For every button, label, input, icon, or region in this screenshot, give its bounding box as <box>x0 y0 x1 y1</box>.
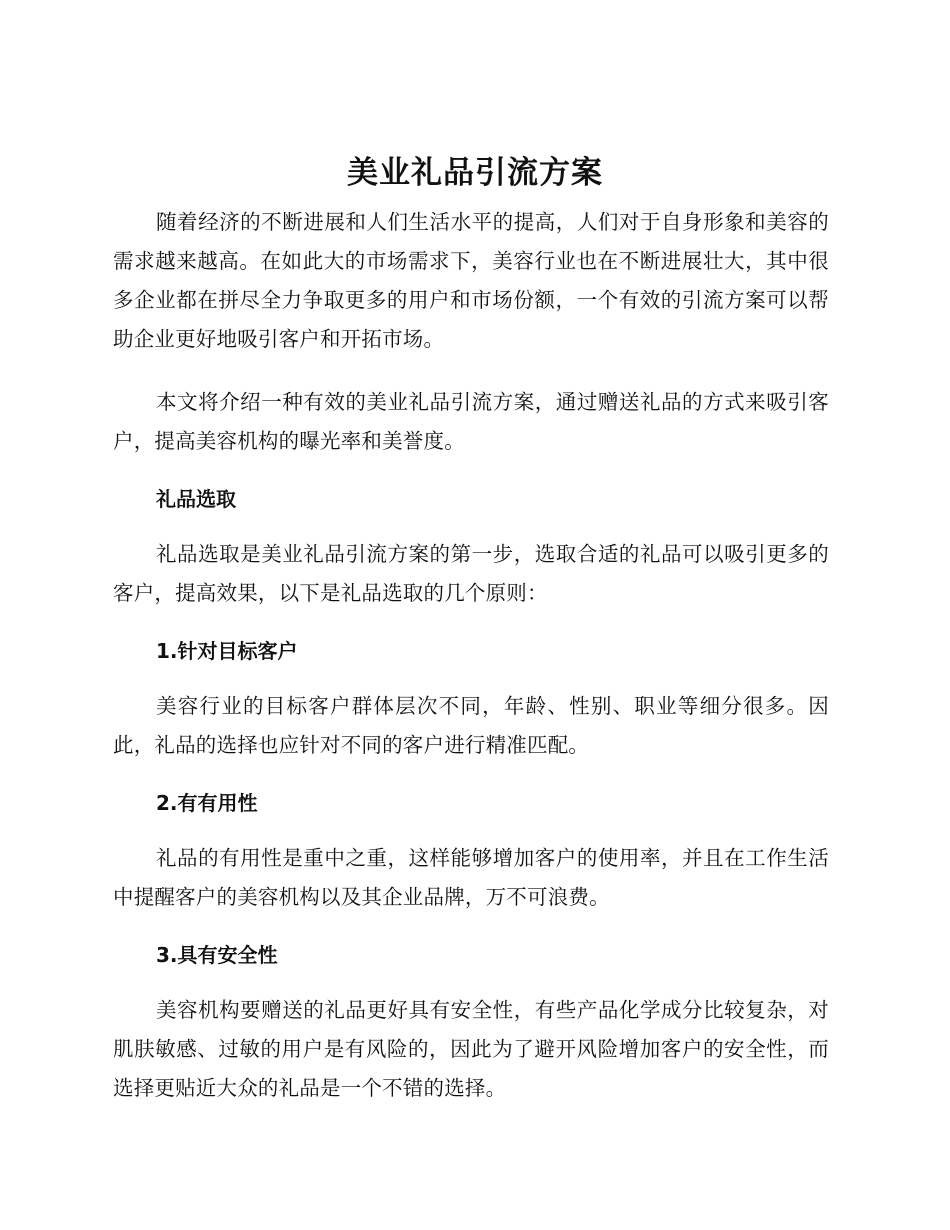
section-heading-gift-selection: 礼品选取 <box>156 487 236 511</box>
principle-heading-3: 3.具有安全性 <box>156 943 278 967</box>
principle-heading-1: 1.针对目标客户 <box>156 639 298 663</box>
principle-text-2: 礼品的有用性是重中之重，这样能够增加客户的使用率，并且在工作生活中提醒客户的美容机构以及其企业品牌，万不可浪费。 <box>113 846 829 909</box>
intro-paragraph-1: 随着经济的不断进展和人们生活水平的提高，人们对于自身形象和美容的需求越来越高。在如此大的市场需求下，美容行业也在不断进展壮大，其中很多企业都在拼尽全力争取更多的用户和市场份额，一个有效的引流方案可以帮助企业更好地吸引客户和开拓市场。 <box>113 210 829 351</box>
document-title: 美业礼品引流方案 <box>347 155 603 191</box>
principle-text-3: 美容机构要赠送的礼品更好具有安全性，有些产品化学成分比较复杂，对肌肤敏感、过敏的用户是有风险的，因此为了避开风险增加客户的安全性，而选择更贴近大众的礼品是一个不错的选择。 <box>113 998 829 1100</box>
section-paragraph: 礼品选取是美业礼品引流方案的第一步，选取合适的礼品可以吸引更多的客户，提高效果，以下是礼品选取的几个原则： <box>113 542 829 605</box>
principle-text-1: 美容行业的目标客户群体层次不同，年龄、性别、职业等细分很多。因此，礼品的选择也应针对不同的客户进行精准匹配。 <box>113 694 829 757</box>
intro-paragraph-2: 本文将介绍一种有效的美业礼品引流方案，通过赠送礼品的方式来吸引客户，提高美容机构的曝光率和美誉度。 <box>113 390 829 453</box>
principle-heading-2: 2.有有用性 <box>156 791 258 815</box>
